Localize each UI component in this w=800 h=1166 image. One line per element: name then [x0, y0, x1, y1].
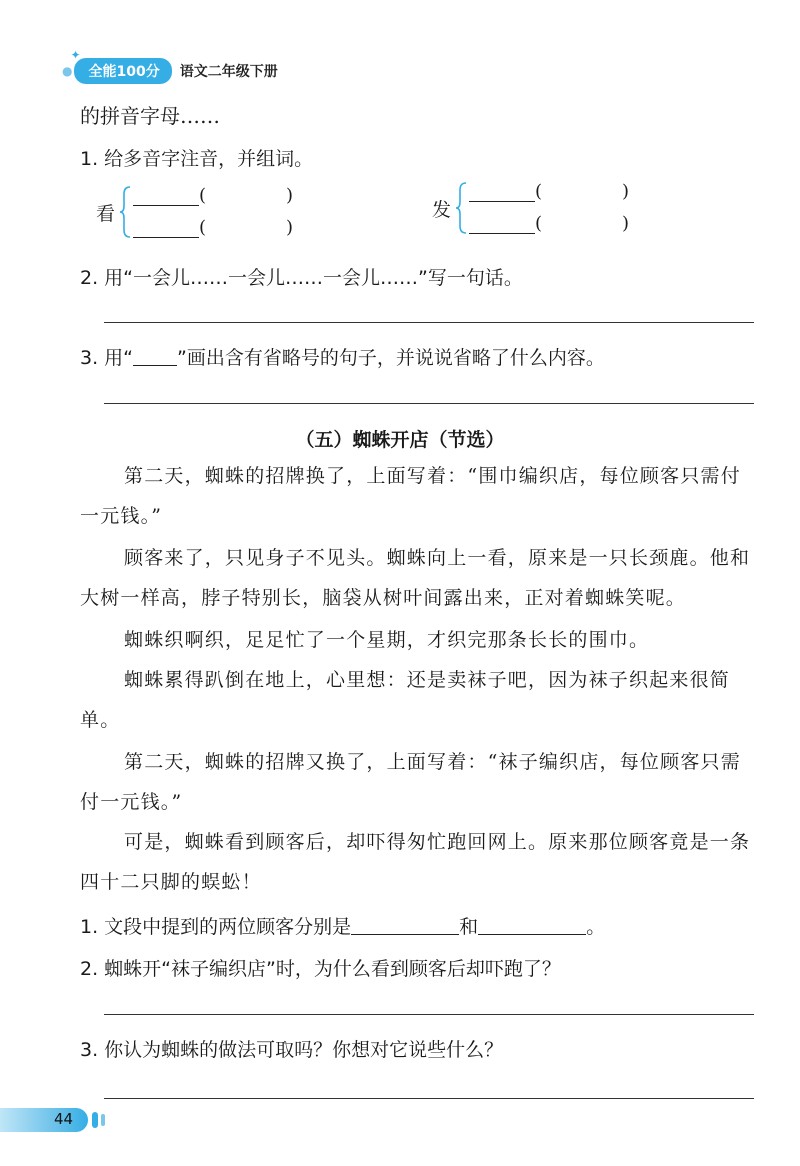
section-title: （五）蜘蛛开店（节选） — [295, 429, 505, 451]
question-3 — [80, 343, 605, 370]
header-subtitle: 语文二年级下册 — [179, 64, 278, 80]
question-3-suffix: ”画出含有省略号的句子，并说说省略了什么内容。 — [177, 347, 605, 369]
polyphone-group-fa — [432, 182, 629, 234]
polyphone-group-kan — [96, 186, 293, 238]
pinyin-blank[interactable] — [469, 201, 535, 202]
paren-close: ) — [286, 217, 294, 238]
header-badge-label: 全能100分 — [88, 64, 160, 80]
passage-paragraph: 可是，蜘蛛看到顾客后，却吓得匆忙跑回网上。原来那位顾客竟是一条四十二只脚的蜈蚣！ — [80, 831, 751, 893]
question-5-2: 2. 蜘蛛开“袜子编织店”时，为什么看到顾客后却吓跑了？ — [80, 958, 561, 980]
dot-icon: ● — [62, 64, 73, 78]
answer-row — [133, 218, 293, 238]
answer-blank-1[interactable] — [351, 934, 459, 935]
paren-open: ( — [199, 217, 207, 238]
star-icon: ✦ — [70, 48, 81, 62]
intro-line: 的拼音字母…… — [80, 104, 220, 128]
answer-line[interactable] — [104, 1014, 754, 1015]
decor-tick — [101, 1114, 105, 1126]
passage-paragraph: 蜘蛛累得趴倒在地上，心里想：还是卖袜子吧，因为袜子织起来很简单。 — [80, 669, 731, 731]
polyphone-char: 发 — [432, 198, 452, 221]
question-2: 2. 用“一会儿……一会儿……一会儿……”写一句话。 — [80, 267, 523, 289]
header — [62, 48, 278, 84]
paren-close: ) — [622, 181, 630, 202]
paren-close: ) — [622, 213, 630, 234]
pinyin-blank[interactable] — [133, 237, 199, 238]
answer-row — [133, 186, 293, 206]
brace-icon — [119, 186, 131, 238]
question-5-1: 1. 文段中提到的两位顾客分别是 和 。 — [80, 916, 606, 938]
passage-paragraph: 顾客来了，只见身子不见头。蜘蛛向上一看，原来是一只长颈鹿。他和大树一样高，脖子特别长，脑袋从树叶间露出来，正对着蜘蛛笑呢。 — [80, 547, 751, 609]
brace-icon — [455, 182, 467, 234]
answer-line[interactable] — [104, 403, 754, 404]
answer-row — [469, 182, 629, 202]
paren-open: ( — [199, 185, 207, 206]
page-number: 44 — [54, 1110, 74, 1128]
answer-line[interactable] — [104, 1098, 754, 1099]
paren-close: ) — [286, 185, 294, 206]
answer-line[interactable] — [104, 322, 754, 323]
polyphone-char: 看 — [96, 202, 116, 225]
passage-paragraph: 第二天，蜘蛛的招牌换了，上面写着：“围巾编织店，每位顾客只需付一元钱。” — [80, 465, 741, 527]
answer-row — [469, 214, 629, 234]
page-tab — [0, 1108, 88, 1132]
question-3-prefix: 3. 用“ — [80, 347, 134, 369]
paren-open: ( — [535, 181, 543, 202]
page-footer — [0, 1108, 110, 1132]
question-5-3: 3. 你认为蜘蛛的做法可取吗？你想对它说些什么？ — [80, 1039, 504, 1061]
question-1: 1. 给多音字注音，并组词。 — [80, 148, 314, 170]
passage-paragraph: 蜘蛛织啊织，足足忙了一个星期，才织完那条长长的围巾。 — [124, 629, 650, 651]
pinyin-blank[interactable] — [133, 205, 199, 206]
answer-blank-2[interactable] — [478, 934, 586, 935]
pinyin-blank[interactable] — [469, 233, 535, 234]
paren-open: ( — [535, 213, 543, 234]
header-badge — [70, 48, 171, 84]
passage-paragraph: 第二天，蜘蛛的招牌又换了，上面写着：“袜子编织店，每位顾客只需付一元钱。” — [80, 751, 741, 813]
decor-tick — [92, 1112, 98, 1128]
underline-sample — [133, 365, 177, 366]
